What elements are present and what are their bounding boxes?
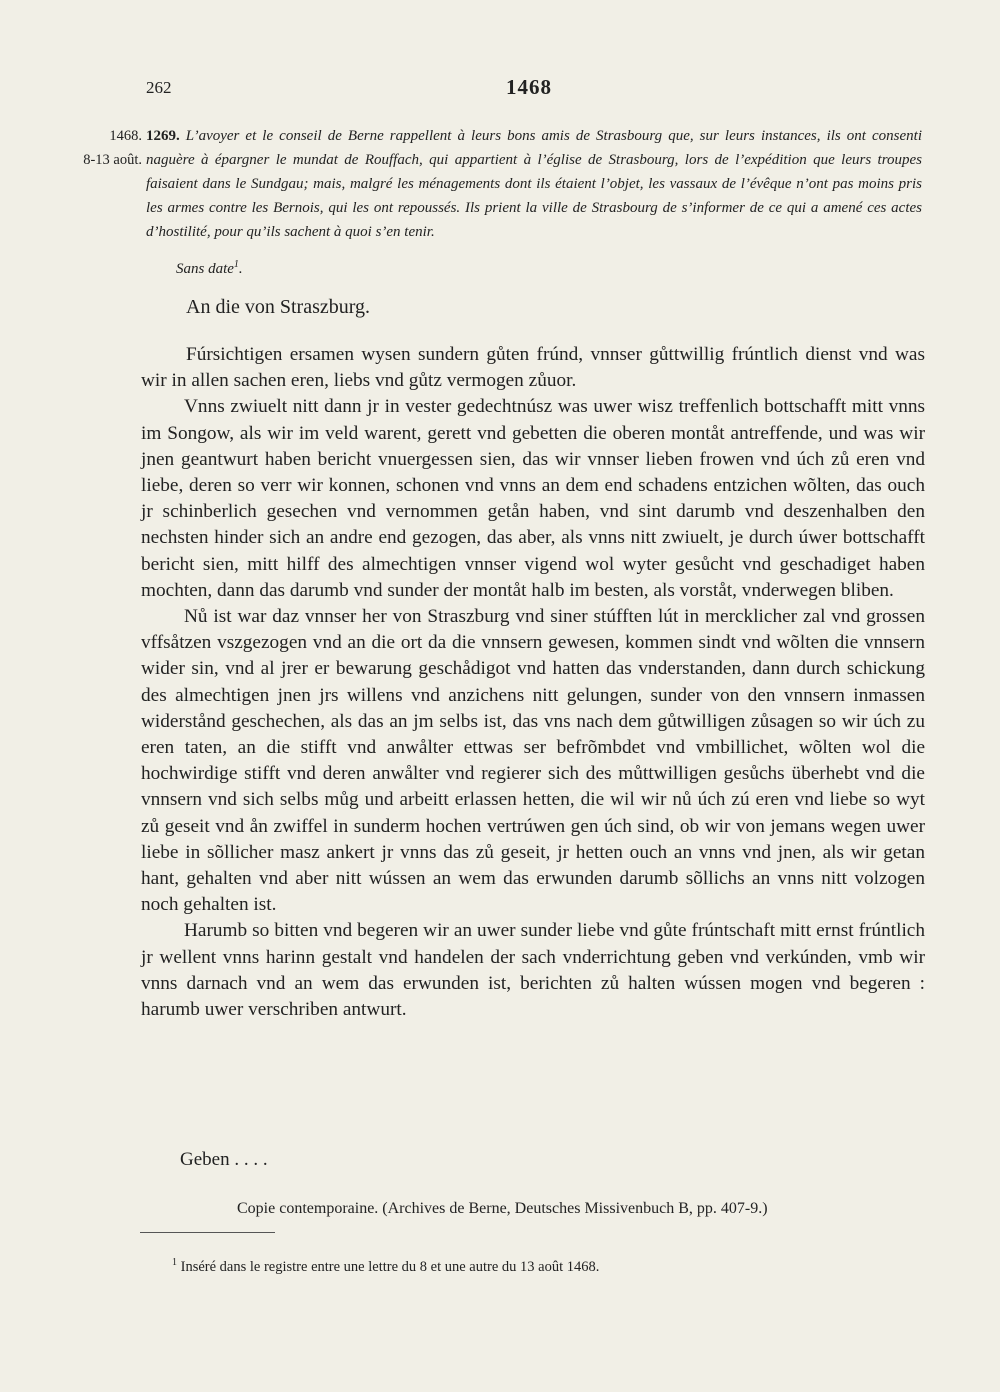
footnote bbox=[172, 1257, 599, 1276]
source-citation: Copie contemporaine. (Archives de Berne, Deutsches Missivenbuch B, pp. 407-9.) bbox=[237, 1200, 768, 1217]
letter-closing: Geben . . . . bbox=[180, 1149, 268, 1170]
sans-date: Sans date$^1$. bbox=[176, 259, 243, 277]
letter-body bbox=[141, 342, 925, 1023]
margin-dates: 8-13 août. bbox=[83, 152, 142, 168]
sans-date-text: Sans date bbox=[176, 261, 234, 277]
document-summary bbox=[146, 124, 922, 244]
running-title-year: 1468 bbox=[506, 75, 552, 99]
footnote-text: Inséré dans le registre entre une lettre du 8 et une autre du 13 août 1468. bbox=[180, 1258, 600, 1275]
document-number: 1269. bbox=[146, 128, 180, 144]
footnote-marker: 1 bbox=[172, 1257, 177, 1268]
summary-text: L’avoyer et le conseil de Berne rappellent à leurs bons amis de Strasbourg que, sur leurs instances, ils ont consenti naguère à épargner le mundat de Rouffach, qui appartient à l’église de Strasbourg, lors de l’expédition que leurs troupes faisaient dans le Sundgau; mais, malgré les ménagements dont ils étaient l’objet, les vassaux de l’évêque n’ont pas moins pris les armes contre les Bernois, qui les ont repoussés. Ils prient la ville de Strasbourg de s’informer de ce qui a amené ces actes d’hostilité, pour qu’ils sachent à quoi s’en tenir. bbox=[146, 128, 922, 240]
margin-note bbox=[60, 124, 142, 172]
body-paragraph: Fúrsichtigen ersamen wysen sundern gůten frúnd, vnnser gůttwillig frúntlich dienst vnd was wir in allen sachen eren, liebs vnd gůtz vermogen zůuor. bbox=[141, 344, 925, 392]
margin-year: 1468. bbox=[109, 128, 142, 144]
footnote-divider bbox=[140, 1232, 275, 1233]
footnote-ref: 1 bbox=[233, 259, 239, 270]
body-paragraph: Nů ist war daz vnnser her von Straszburg vnd siner stúfften lút in mercklicher zal vnd grossen vffsåtzen vszgezogen vnd an die ort da die vnnsern gewesen, kommen sindt vnd wõlten die vnnsern wider sin, vnd al jrer er bewarung geschådigot vnd hatten das vnderstanden, dann durch schickung des almechtigen jnen jrs willens vnd anzichens nitt gelungen, sunder von den vnnsern inmassen widerstånd geschechen, als das an jm selbs ist, das vns nach dem gůtwilligen zůsagen so wir úch zu eren taten, an die stifft vnd anwålter ettwas ser befrõmbdet vnd vmbillichet, wõlten wol die hochwirdige stifft vnd deren anwålter vnd regierer sich des můttwilligen gesůchs überhebt vnd die vnnsern vnd sich selbs můg und arbeitt erlassen hetten, die wil wir nů úch zú eren vnd liebe so wyt zů geseit vnd ån zwiffel in sunderm hochen vertrúwen gen úch sind, ob wir von jemans wegen uwer liebe in sõllicher masz ankert jr vnns das zů geseit, jr hetten ouch an vnns vnd jnen, als wir getan hant, gehalten vnd aber nitt wússen an wem das erwunden darumb sõllichs an vnns nitt volzogen noch gehalten ist. bbox=[141, 606, 925, 916]
body-paragraph: Harumb so bitten vnd begeren wir an uwer sunder liebe vnd gůte frúntschaft mitt ernst frúntlich jr wellent vnns harinn gestalt vnd handelen der sach vnderrichtung geben vnd verkúnden, vmb wir vnns darnach vnd an wem das erwunden ist, berichten zů halten wússen mogen vnd begeren : harumb uwer verschriben antwurt. bbox=[141, 920, 925, 1021]
letter-address: An die von Straszburg. bbox=[186, 296, 371, 318]
page-header bbox=[0, 75, 1000, 108]
page-number: 262 bbox=[146, 78, 172, 97]
body-paragraph: Vnns zwiuelt nitt dann jr in vester gedechtnúsz was uwer wisz treffenlich bottschafft mitt vnns im Songow, als wir im veld warent, gerett vnd gebetten die oberen montåt antreffende, und was wir jnen geantwurt haben bericht vnuergessen sien, das wir vnnser lieben frowen vnd úch zů eren vnd liebe, deren so verr wir konnen, schonen vnd vnns an dem end schadens entzichen wõlten, das ouch jr schinberlich gesechen vnd vernommen getån haben, vnd sint darumb vnd deszenhalben den nechsten hinder sich an andre end gezogen, das aber, als vnns nitt zwiuelt, je durch úwer bottschafft bericht sien, mitt hilff des almechtigen vnnser vigend wol wyter gesůcht vnd geschadiget haben mochten, dann das darumb vnd sunder der montåt halb im besten, als vorståt, vnderwegen bliben. bbox=[141, 396, 925, 601]
